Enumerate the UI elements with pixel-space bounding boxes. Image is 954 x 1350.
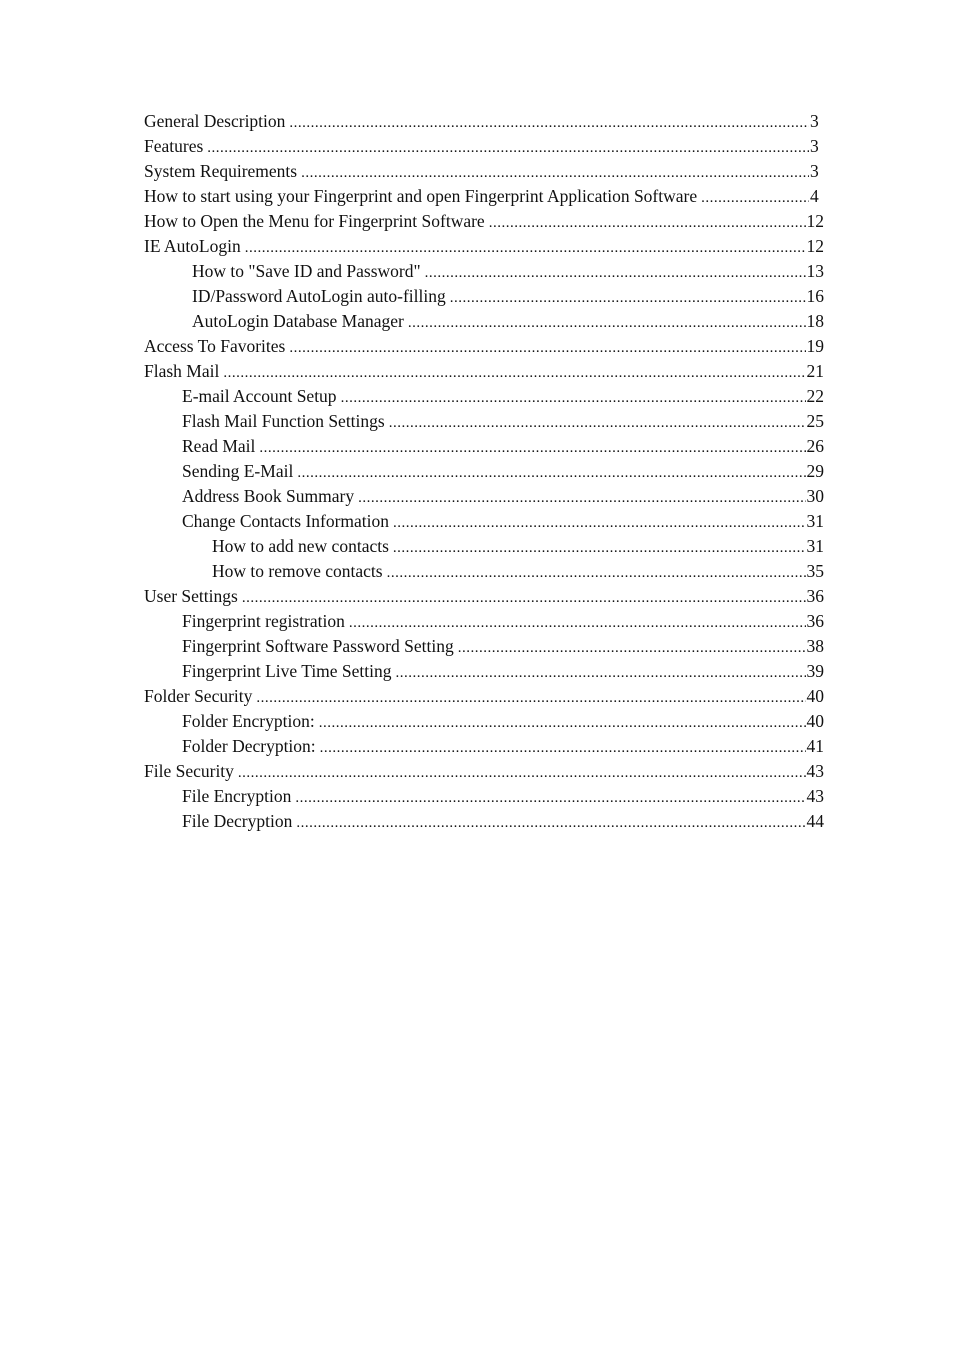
toc-entry-title: General Description [144, 111, 286, 131]
dot-leader [242, 586, 806, 611]
toc-entry-title: ID/Password AutoLogin auto-filling [192, 286, 446, 306]
toc-entry-title: Flash Mail Function Settings [182, 411, 385, 431]
toc-entry[interactable] [144, 559, 824, 584]
toc-entry-page: 41 [806, 736, 824, 756]
dot-leader [207, 136, 809, 161]
toc-entry[interactable] [144, 334, 824, 359]
toc-entry-title: File Encryption [182, 786, 292, 806]
toc-entry[interactable] [144, 209, 824, 234]
toc-entry[interactable] [144, 459, 824, 484]
dot-leader [319, 711, 806, 736]
toc-entry-title: Fingerprint Software Password Setting [182, 636, 454, 656]
dot-leader [701, 186, 809, 211]
toc-entry[interactable] [144, 734, 824, 759]
toc-entry-title: File Decryption [182, 811, 293, 831]
dot-leader [396, 661, 806, 686]
toc-entry-page: 40 [806, 686, 824, 706]
toc-entry[interactable] [144, 234, 824, 259]
toc-entry[interactable] [144, 634, 824, 659]
toc-entry-title: User Settings [144, 586, 238, 606]
dot-leader [296, 811, 805, 836]
toc-entry[interactable] [144, 659, 824, 684]
dot-leader [458, 636, 806, 661]
dot-leader [259, 436, 805, 461]
toc-entry-title: How to start using your Fingerprint and open Fingerprint Application Software [144, 186, 698, 206]
toc-entry-title: IE AutoLogin [144, 236, 241, 256]
dot-leader [389, 411, 806, 436]
dot-leader [289, 336, 805, 361]
toc-entry-title: Address Book Summary [182, 486, 355, 506]
toc-entry-page: 31 [806, 511, 824, 531]
toc-entry-title: System Requirements [144, 161, 298, 181]
toc-entry-page: 44 [806, 811, 824, 831]
dot-leader [301, 161, 809, 186]
toc-entry[interactable] [144, 534, 824, 559]
toc-entry-page: 26 [806, 436, 824, 456]
dot-leader [393, 511, 805, 536]
toc-entry-title: Fingerprint registration [182, 611, 345, 631]
dot-leader [297, 461, 805, 486]
toc-entry[interactable] [144, 309, 824, 334]
toc-entry-title: AutoLogin Database Manager [192, 311, 404, 331]
dot-leader [256, 686, 805, 711]
toc-entry-page: 25 [806, 411, 824, 431]
toc-entry[interactable] [144, 784, 824, 809]
toc-entry[interactable] [144, 359, 824, 384]
dot-leader [425, 261, 806, 286]
toc-entry-page: 39 [806, 661, 824, 681]
toc-entry-title: E-mail Account Setup [182, 386, 337, 406]
dot-leader [295, 786, 805, 811]
toc-entry-page: 35 [806, 561, 824, 581]
toc-entry-page: 40 [806, 711, 824, 731]
toc-entry-page: 3 [810, 111, 819, 131]
dot-leader [387, 561, 806, 586]
toc-entry-page: 30 [806, 486, 824, 506]
toc-entry-page: 16 [806, 286, 824, 306]
toc-entry[interactable] [144, 284, 824, 309]
dot-leader [450, 286, 806, 311]
table-of-contents [144, 109, 824, 834]
toc-entry-title: Flash Mail [144, 361, 220, 381]
toc-entry[interactable] [144, 259, 824, 284]
dot-leader [238, 761, 806, 786]
toc-entry[interactable] [144, 509, 824, 534]
toc-entry[interactable] [144, 609, 824, 634]
toc-entry-title: Folder Encryption: [182, 711, 315, 731]
dot-leader [289, 111, 809, 136]
toc-entry-title: How to "Save ID and Password" [192, 261, 421, 281]
toc-entry[interactable] [144, 484, 824, 509]
toc-entry[interactable] [144, 709, 824, 734]
toc-entry-title: How to remove contacts [212, 561, 383, 581]
toc-entry-page: 12 [806, 211, 824, 231]
dot-leader [393, 536, 806, 561]
toc-entry-title: Folder Security [144, 686, 253, 706]
toc-entry-page: 43 [806, 786, 824, 806]
toc-entry-page: 29 [806, 461, 824, 481]
toc-entry[interactable] [144, 759, 824, 784]
toc-entry-page: 18 [806, 311, 824, 331]
toc-entry-page: 36 [806, 611, 824, 631]
toc-entry[interactable] [144, 134, 824, 159]
toc-entry[interactable] [144, 109, 824, 134]
toc-entry-page: 38 [806, 636, 824, 656]
toc-entry-title: File Security [144, 761, 234, 781]
toc-entry-title: Features [144, 136, 204, 156]
toc-entry-page: 19 [806, 336, 824, 356]
toc-entry-title: Sending E-Mail [182, 461, 294, 481]
toc-entry-title: Folder Decryption: [182, 736, 316, 756]
toc-entry-page: 31 [806, 536, 824, 556]
toc-entry[interactable] [144, 409, 824, 434]
toc-entry[interactable] [144, 184, 824, 209]
toc-entry-page: 4 [810, 186, 819, 206]
toc-entry-page: 3 [810, 161, 819, 181]
toc-entry-title: Change Contacts Information [182, 511, 390, 531]
toc-entry-title: Access To Favorites [144, 336, 286, 356]
dot-leader [489, 211, 806, 236]
toc-entry-title: How to add new contacts [212, 536, 389, 556]
toc-entry-page: 12 [806, 236, 824, 256]
toc-entry[interactable] [144, 434, 824, 459]
dot-leader [320, 736, 806, 761]
toc-entry-page: 21 [806, 361, 824, 381]
toc-entry-title: Read Mail [182, 436, 256, 456]
toc-entry-title: Fingerprint Live Time Setting [182, 661, 392, 681]
toc-entry-title: How to Open the Menu for Fingerprint Software [144, 211, 485, 231]
dot-leader [408, 311, 806, 336]
toc-entry-page: 13 [806, 261, 824, 281]
toc-entry[interactable] [144, 384, 824, 409]
toc-entry-page: 22 [806, 386, 824, 406]
toc-entry[interactable] [144, 584, 824, 609]
dot-leader [223, 361, 805, 386]
dot-leader [341, 386, 806, 411]
dot-leader [245, 236, 806, 261]
toc-entry-page: 36 [806, 586, 824, 606]
dot-leader [358, 486, 805, 511]
dot-leader [349, 611, 806, 636]
toc-entry-page: 3 [810, 136, 819, 156]
toc-entry-page: 43 [806, 761, 824, 781]
toc-entry[interactable] [144, 809, 824, 834]
toc-entry[interactable] [144, 684, 824, 709]
toc-entry[interactable] [144, 159, 824, 184]
